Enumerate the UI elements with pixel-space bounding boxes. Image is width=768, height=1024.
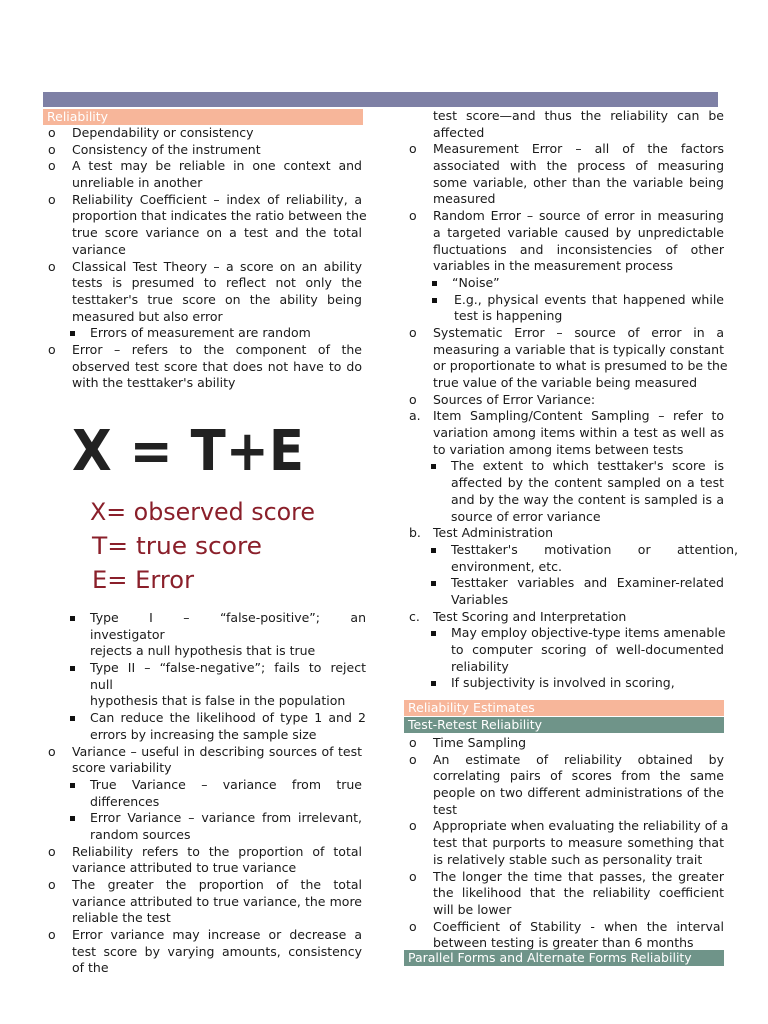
bullet-text: fluctuations and inconsistencies of other (433, 241, 724, 257)
bullet-text: test score by varying amounts, consistency (72, 943, 362, 959)
bullet-text: or proportionate to what is presumed to be the (433, 358, 728, 374)
bullet-text: variation among items within a test as well as (433, 425, 724, 441)
section-header-test-retest: Test-Retest Reliability (404, 717, 724, 733)
sub-bullet-text: errors by increasing the sample size (90, 726, 317, 742)
bullet-text: true value of the variable being measured (433, 375, 698, 390)
sub-bullet-text: True Variance – variance from true (90, 776, 362, 792)
bullet-text: An estimate of reliability obtained by (433, 751, 724, 767)
bullet-text: Consistency of the instrument (72, 141, 261, 157)
bullet-text: Test Administration (433, 525, 554, 541)
bullet-text: will be lower (433, 901, 512, 917)
sub-bullet-text: to computer scoring of well-documented (451, 642, 724, 657)
bullet-text: test that purports to measure something that (433, 835, 724, 851)
bullet-text: associated with the process of measuring (433, 158, 724, 174)
bullet-text: some variable, other than the variable being (433, 174, 724, 190)
sub-bullet-text: “Noise” (452, 274, 500, 290)
section-header-reliability-estimates: Reliability Estimates (404, 700, 724, 716)
bullet-text: variance (72, 241, 126, 257)
bullet-text: reliable the test (72, 910, 171, 926)
sub-bullet-text: E.g., physical events that happened while (454, 291, 724, 307)
bullet-text: Reliability Coefficient – index of reliability, a (72, 191, 362, 207)
right-column-bottom: o Time Sampling o An estimate of reliability obtained by correlating pairs of scores from the same people on two different administrations of the test o Appropriate when evaluating the reliability of a test that purports to measure something that is relatively stable such as personality trait o The longer the time that passes, the greater the likelihood that the reliability coefficient will be lower o Coefficient of Stability - when the interval between testing is greater than 6 months (409, 735, 729, 951)
bullet-text: The longer the time that passes, the greater (433, 868, 724, 884)
bullet-text: Variance – useful in describing sources of test (72, 743, 362, 759)
right-column-top: test score—and thus the reliability can be affected o Measurement Error – all of the factors associated with the process of measuring some variable, other than the variable being measured o Random Error – source of error in measuring a targeted variable caused by unpredictable fluctuations and inconsistencies of other variables in the measurement process “Noise” E.g., physical events that happened while test is happening o Systematic Error – source of error in a measuring a variable that is typically constant or proportionate to what is presumed to be the true value of the variable being measured o Sources of Error Variance: a. Item Sampling/Content Sampling – refer to variation among items within a test as well as to variation among items between tests The extent to which testtaker's score is affected by the content sampled on a test and by the way the content is sampled is a source of error variance b. Test Administration Testtaker's motivation or attention, environment, etc. Testtaker variables and Examiner-related Variables c. Test Scoring and Interpretation May employ objective-type items amenable to computer scoring of well-documented reliability If subjectivity is involved in scoring, (409, 108, 738, 691)
sub-bullet-text: and by the way the content is sampled is a (451, 491, 724, 507)
bullet-text: Dependability or consistency (72, 125, 254, 140)
sub-bullet-text: Testtaker's motivation or attention, (451, 541, 738, 557)
bullet-text: true score variance on a test and the total (72, 225, 362, 241)
section-header-reliability: Reliability (43, 109, 363, 125)
sub-bullet-text: Error Variance – variance from irrelevant, (90, 810, 362, 826)
bullet-text: of the (72, 960, 109, 976)
bullet-text: score variability (72, 760, 172, 776)
bullet-text: Error – refers to the component of the (72, 341, 362, 357)
bullet-text: Test Scoring and Interpretation (433, 608, 627, 624)
bullet-text: to variation among items between tests (433, 441, 684, 457)
sub-bullet-text: investigator (90, 626, 165, 642)
bullet-text: test score—and thus the reliability can be (433, 108, 724, 123)
bullet-text: variance attributed to true variance (72, 860, 297, 876)
bullet-text: correlating pairs of scores from the same (433, 768, 724, 784)
sub-bullet-text: environment, etc. (451, 558, 562, 574)
bullet-text: affected (433, 124, 485, 140)
bullet-text: Appropriate when evaluating the reliability of a (433, 818, 729, 834)
bullet-text: testtaker's true score on the ability being (72, 291, 362, 307)
formula-equation: X = T+E (72, 419, 304, 484)
formula-true-score: T= true score (90, 532, 262, 560)
bullet-text: Coefficient of Stability - when the interval (433, 918, 724, 934)
bullet-text: people on two different administrations of the (433, 785, 724, 801)
bullet-text: measured (433, 191, 496, 207)
bullet-text: test (433, 801, 458, 817)
sub-bullet-text: affected by the content sampled on a test (451, 475, 724, 491)
handwritten-formula-image (70, 408, 320, 598)
bullet-text: Time Sampling (433, 735, 527, 750)
bullet-text: Error variance may increase or decrease a (72, 927, 362, 943)
bullet-text: unreliable in another (72, 175, 203, 191)
bullet-text: Item Sampling/Content Sampling – refer to (433, 408, 724, 424)
left-column-top: o Dependability or consistency o Consistency of the instrument o A test may be reliable in one context and unreliable in another o Reliability Coefficient – index of reliability, a proportion that indicates the ratio between the true score variance on a test and the total variance o Classical Test Theory – a score on an ability tests is presumed to reflect not only the testtaker's true score on the ability being measured but also error Errors of measurement are random o Error – refers to the component of the observed test score that does not have to do with the testtaker's ability (48, 125, 367, 391)
sub-bullet-text: hypothesis that is false in the population (90, 693, 346, 709)
bullet-text: measuring a variable that is typically constant (433, 341, 724, 357)
bullet-text: proportion that indicates the ratio between the (72, 208, 367, 224)
sub-bullet-text: null (90, 676, 113, 692)
top-banner-bar (43, 92, 718, 107)
bullet-text: Sources of Error Variance: (433, 391, 596, 407)
sub-bullet-text: source of error variance (451, 508, 601, 524)
bullet-text: with the testtaker's ability (72, 375, 236, 391)
bullet-text: measured but also error (72, 308, 223, 324)
bullet-text: Random Error – source of error in measuring (433, 208, 724, 224)
bullet-text: A test may be reliable in one context and (72, 158, 362, 174)
bullet-text: Measurement Error – all of the factors (433, 141, 724, 157)
formula-error: E= Error (92, 566, 195, 594)
bullet-text: variables in the measurement process (433, 258, 673, 274)
sub-bullet-text: test is happening (454, 308, 563, 324)
sub-bullet-text: Variables (451, 591, 509, 607)
sub-bullet-text: reliability (451, 658, 509, 674)
bullet-text: observed test score that does not have to do (72, 358, 362, 374)
bullet-text: Classical Test Theory – a score on an ability (72, 258, 362, 274)
bullet-text: tests is presumed to reflect not only the (72, 275, 362, 291)
sub-bullet-text: May employ objective-type items amenable (451, 625, 726, 641)
bullet-text: between testing is greater than 6 months (433, 935, 694, 951)
sub-bullet-text: rejects a null hypothesis that is true (90, 643, 316, 659)
formula-observed-score: X= observed score (90, 498, 315, 526)
bullet-text: is relatively stable such as personality trait (433, 851, 703, 867)
sub-bullet-text: The extent to which testtaker's score is (451, 458, 724, 474)
sub-bullet-text: Type II – “false-negative”; fails to reject (90, 660, 366, 676)
bullet-text: The greater the proportion of the total (72, 877, 362, 892)
bullet-text: the likelihood that the reliability coefficient (433, 885, 724, 901)
bullet-text: Reliability refers to the proportion of total (72, 843, 362, 859)
sub-bullet-text: Errors of measurement are random (90, 325, 311, 341)
bullet-text: Systematic Error – source of error in a (433, 324, 724, 340)
sub-bullet-text: differences (90, 793, 160, 809)
sub-bullet-text: Testtaker variables and Examiner-related (451, 575, 724, 591)
section-header-parallel-forms: Parallel Forms and Alternate Forms Reliability (404, 950, 724, 966)
bullet-text: variance attributed to true variance, the more (72, 893, 362, 909)
bullet-text: a targeted variable caused by unpredictable (433, 224, 724, 240)
sub-bullet-text: Type I – “false-positive”; an (90, 610, 366, 625)
sub-bullet-text: If subjectivity is involved in scoring, (451, 675, 675, 691)
left-column-bottom: Type I – “false-positive”; an investigator rejects a null hypothesis that is true Type II – “false-negative”; fails to reject null hypothesis that is false in the population Can reduce the likelihood of type 1 and 2 errors by increasing the sample size o Variance – useful in describing sources of test score variability True Variance – variance from true differences Error Variance – variance from irrelevant, random sources o Reliability refers to the proportion of total variance attributed to true variance o The greater the proportion of the total variance attributed to true variance, the more reliable the test o Error variance may increase or decrease a test score by varying amounts, consistency of the (48, 610, 366, 976)
sub-bullet-text: random sources (90, 826, 191, 842)
sub-bullet-text: Can reduce the likelihood of type 1 and 2 (90, 710, 366, 726)
